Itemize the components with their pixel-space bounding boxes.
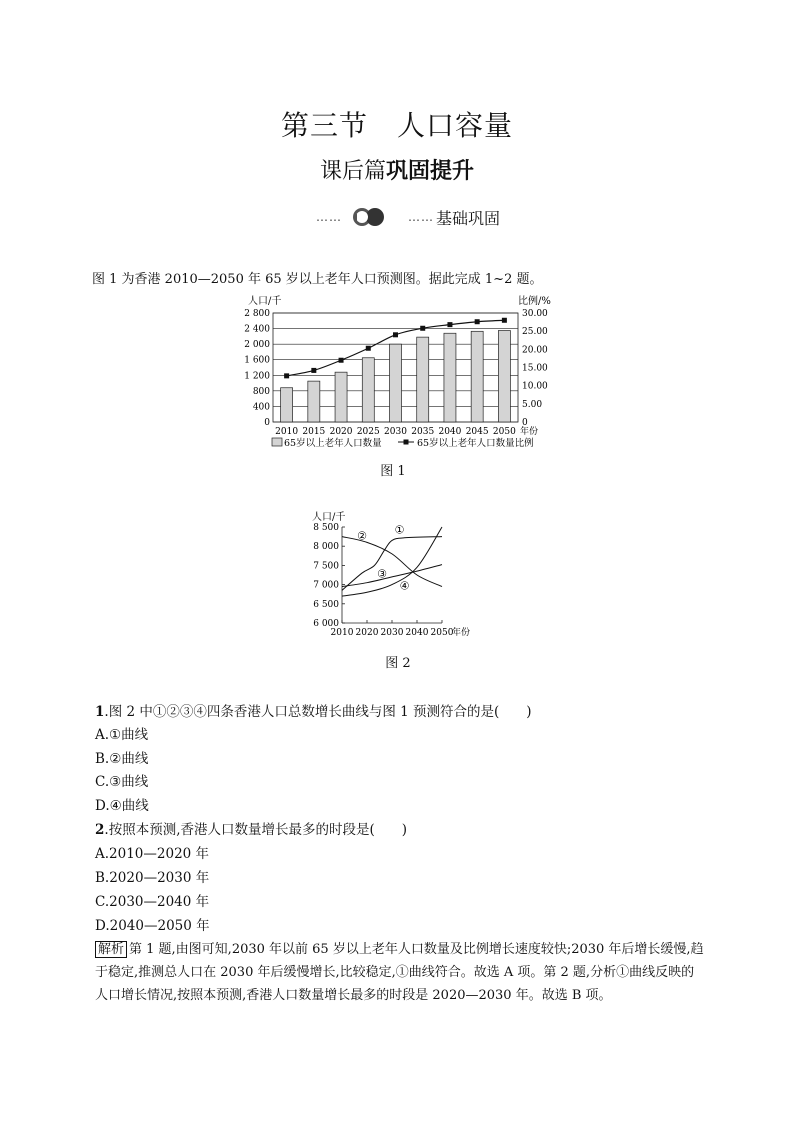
figure2-caption: 图 2: [385, 656, 411, 671]
fig1-y2tick: 20.00: [522, 345, 548, 356]
intro-text: 图 1 为香港 2010—2050 年 65 岁以上老年人口预测图。据此完成 1~2 题。: [92, 272, 543, 287]
fig2-ytick: 7 500: [313, 561, 339, 572]
section-header: [316, 203, 500, 231]
section-label: 基础巩固: [436, 208, 501, 228]
fig1-y2label: 比例/%: [518, 296, 551, 307]
figure2-chart: [300, 505, 500, 643]
fig1-y2tick: 30.00: [522, 309, 548, 319]
fig2-curve-label: ④: [399, 579, 410, 593]
section-logo-icon: [348, 205, 388, 229]
fig1-ytick: 2 000: [244, 340, 270, 351]
question-1-number: 1: [95, 704, 105, 720]
fig2-curve: [342, 537, 442, 587]
fig1-xtick: 2015: [302, 427, 326, 437]
fig2-xtick: 2020: [355, 628, 379, 638]
fig2-ytick: 6 500: [313, 599, 339, 610]
question-1-option-a: A.①曲线: [95, 727, 149, 743]
fig1-ytick: 400: [252, 402, 270, 413]
question-2-number: 2: [95, 822, 105, 838]
fig2-xtick: 2030: [380, 628, 404, 638]
page-subtitle: [0, 154, 794, 185]
fig1-ytick: 2 400: [244, 324, 270, 335]
fig1-xtick: 2035: [411, 427, 435, 437]
fig2-curve: [342, 537, 442, 591]
fig1-y2tick: 10.00: [522, 381, 548, 392]
fig1-ytick: 1 600: [244, 355, 270, 366]
dots-right: ……: [408, 210, 434, 224]
fig1-bar: [498, 331, 510, 422]
fig1-y2tick: 0: [522, 418, 528, 428]
fig1-ratio-marker: [447, 322, 452, 327]
analysis-text: 第 1 题,由图可知,2030 年以前 65 岁以上老年人口数量及比例增长速度较快;2030 年后增长缓慢,趋于稳定,推测总人口在 2030 年后缓慢增长,比较稳定,①曲线符合。故选 A 项。第 2 题,分析①曲线反映的人口增长情况,按照本预测,香港人口数量增长最多的时段是 2020—2030 年。故选 B 项。: [95, 942, 704, 1003]
fig2-xtick: 2010: [330, 628, 354, 638]
fig1-ytick: 2 800: [244, 309, 270, 319]
fig1-y2tick: 5.00: [522, 399, 543, 410]
fig1-bar: [308, 381, 320, 422]
fig1-bar: [390, 344, 402, 422]
fig1-ratio-marker: [393, 332, 398, 337]
question-1: [95, 700, 532, 720]
fig1-y2tick: 15.00: [522, 363, 548, 374]
fig1-xlabel: 年份: [520, 427, 539, 437]
fig1-ratio-marker: [475, 319, 480, 324]
page-title: 第三节 人口容量: [280, 109, 513, 142]
question-2-option-c: C.2030—2040 年: [95, 894, 210, 910]
fig1-bar: [417, 337, 429, 422]
fig2-ytick: 7 000: [313, 580, 339, 591]
fig2-ytick: 8 000: [313, 542, 339, 553]
fig1-xtick: 2025: [356, 427, 380, 437]
fig2-curve-label: ③: [377, 567, 387, 581]
question-2-text: .按照本预测,香港人口数量增长最多的时段是( ): [104, 822, 408, 838]
fig1-ratio-marker: [420, 326, 425, 331]
fig1-bar: [471, 331, 483, 422]
figure1-caption: 图 1: [380, 464, 406, 479]
fig2-curve-label: ②: [357, 529, 367, 543]
question-2: [95, 818, 407, 838]
fig2-xlabel: 年份: [452, 628, 471, 638]
fig1-bar: [281, 388, 293, 422]
fig1-xtick: 2030: [384, 427, 407, 437]
fig1-ytick: 1 200: [244, 371, 270, 382]
question-1-option-d: D.④曲线: [95, 798, 149, 814]
fig2-ytick: 8 500: [313, 523, 339, 533]
fig1-ratio-marker: [339, 358, 344, 363]
analysis-tag: 解析: [95, 941, 127, 958]
fig1-y2tick: 25.00: [522, 327, 548, 338]
fig1-ratio-marker: [311, 368, 316, 373]
analysis: [95, 938, 705, 1007]
fig2-xtick: 2040: [405, 628, 429, 638]
fig1-legend-line-label: 65岁以上老年人口数量比例: [417, 438, 534, 449]
subtitle-bold: 巩固提升: [386, 159, 475, 184]
figure1-chart: [240, 290, 560, 458]
fig1-ylabel: 人口/千: [248, 296, 282, 307]
fig1-bar: [362, 358, 374, 422]
fig1-ratio-marker: [502, 318, 507, 323]
question-1-option-b: B.②曲线: [95, 751, 149, 767]
fig2-xtick: 2050: [430, 628, 454, 638]
fig1-legend-line-marker: [404, 440, 409, 445]
fig1-legend-bar-swatch: [272, 438, 282, 446]
fig2-ytick: 6 000: [313, 619, 339, 629]
question-1-text: .图 2 中①②③④四条香港人口总数增长曲线与图 1 预测符合的是( ): [104, 704, 532, 720]
question-2-option-a: A.2010—2020 年: [95, 846, 210, 862]
fig1-bar: [335, 372, 347, 422]
fig2-curve: [342, 565, 442, 587]
fig2-ylabel: 人口/千: [312, 512, 346, 523]
question-2-option-b: B.2020—2030 年: [95, 870, 210, 886]
fig1-ratio-marker: [366, 346, 371, 351]
dots-left: ……: [316, 210, 342, 224]
question-1-option-c: C.③曲线: [95, 774, 149, 790]
fig1-bar: [444, 333, 456, 422]
subtitle-normal: 课后篇: [319, 159, 386, 184]
fig1-xtick: 2020: [329, 427, 353, 437]
fig1-xtick: 2010: [275, 427, 299, 437]
fig1-xtick: 2045: [465, 427, 489, 437]
fig2-curve-label: ①: [394, 523, 405, 537]
question-2-option-d: D.2040—2050 年: [95, 918, 210, 934]
fig1-ytick: 0: [264, 418, 270, 428]
fig1-ratio-marker: [284, 373, 289, 378]
fig1-legend-bar-label: 65岁以上老年人口数量: [284, 438, 382, 449]
fig1-xtick: 2050: [492, 427, 516, 437]
fig1-xtick: 2040: [438, 427, 462, 437]
fig1-ytick: 800: [252, 386, 270, 397]
